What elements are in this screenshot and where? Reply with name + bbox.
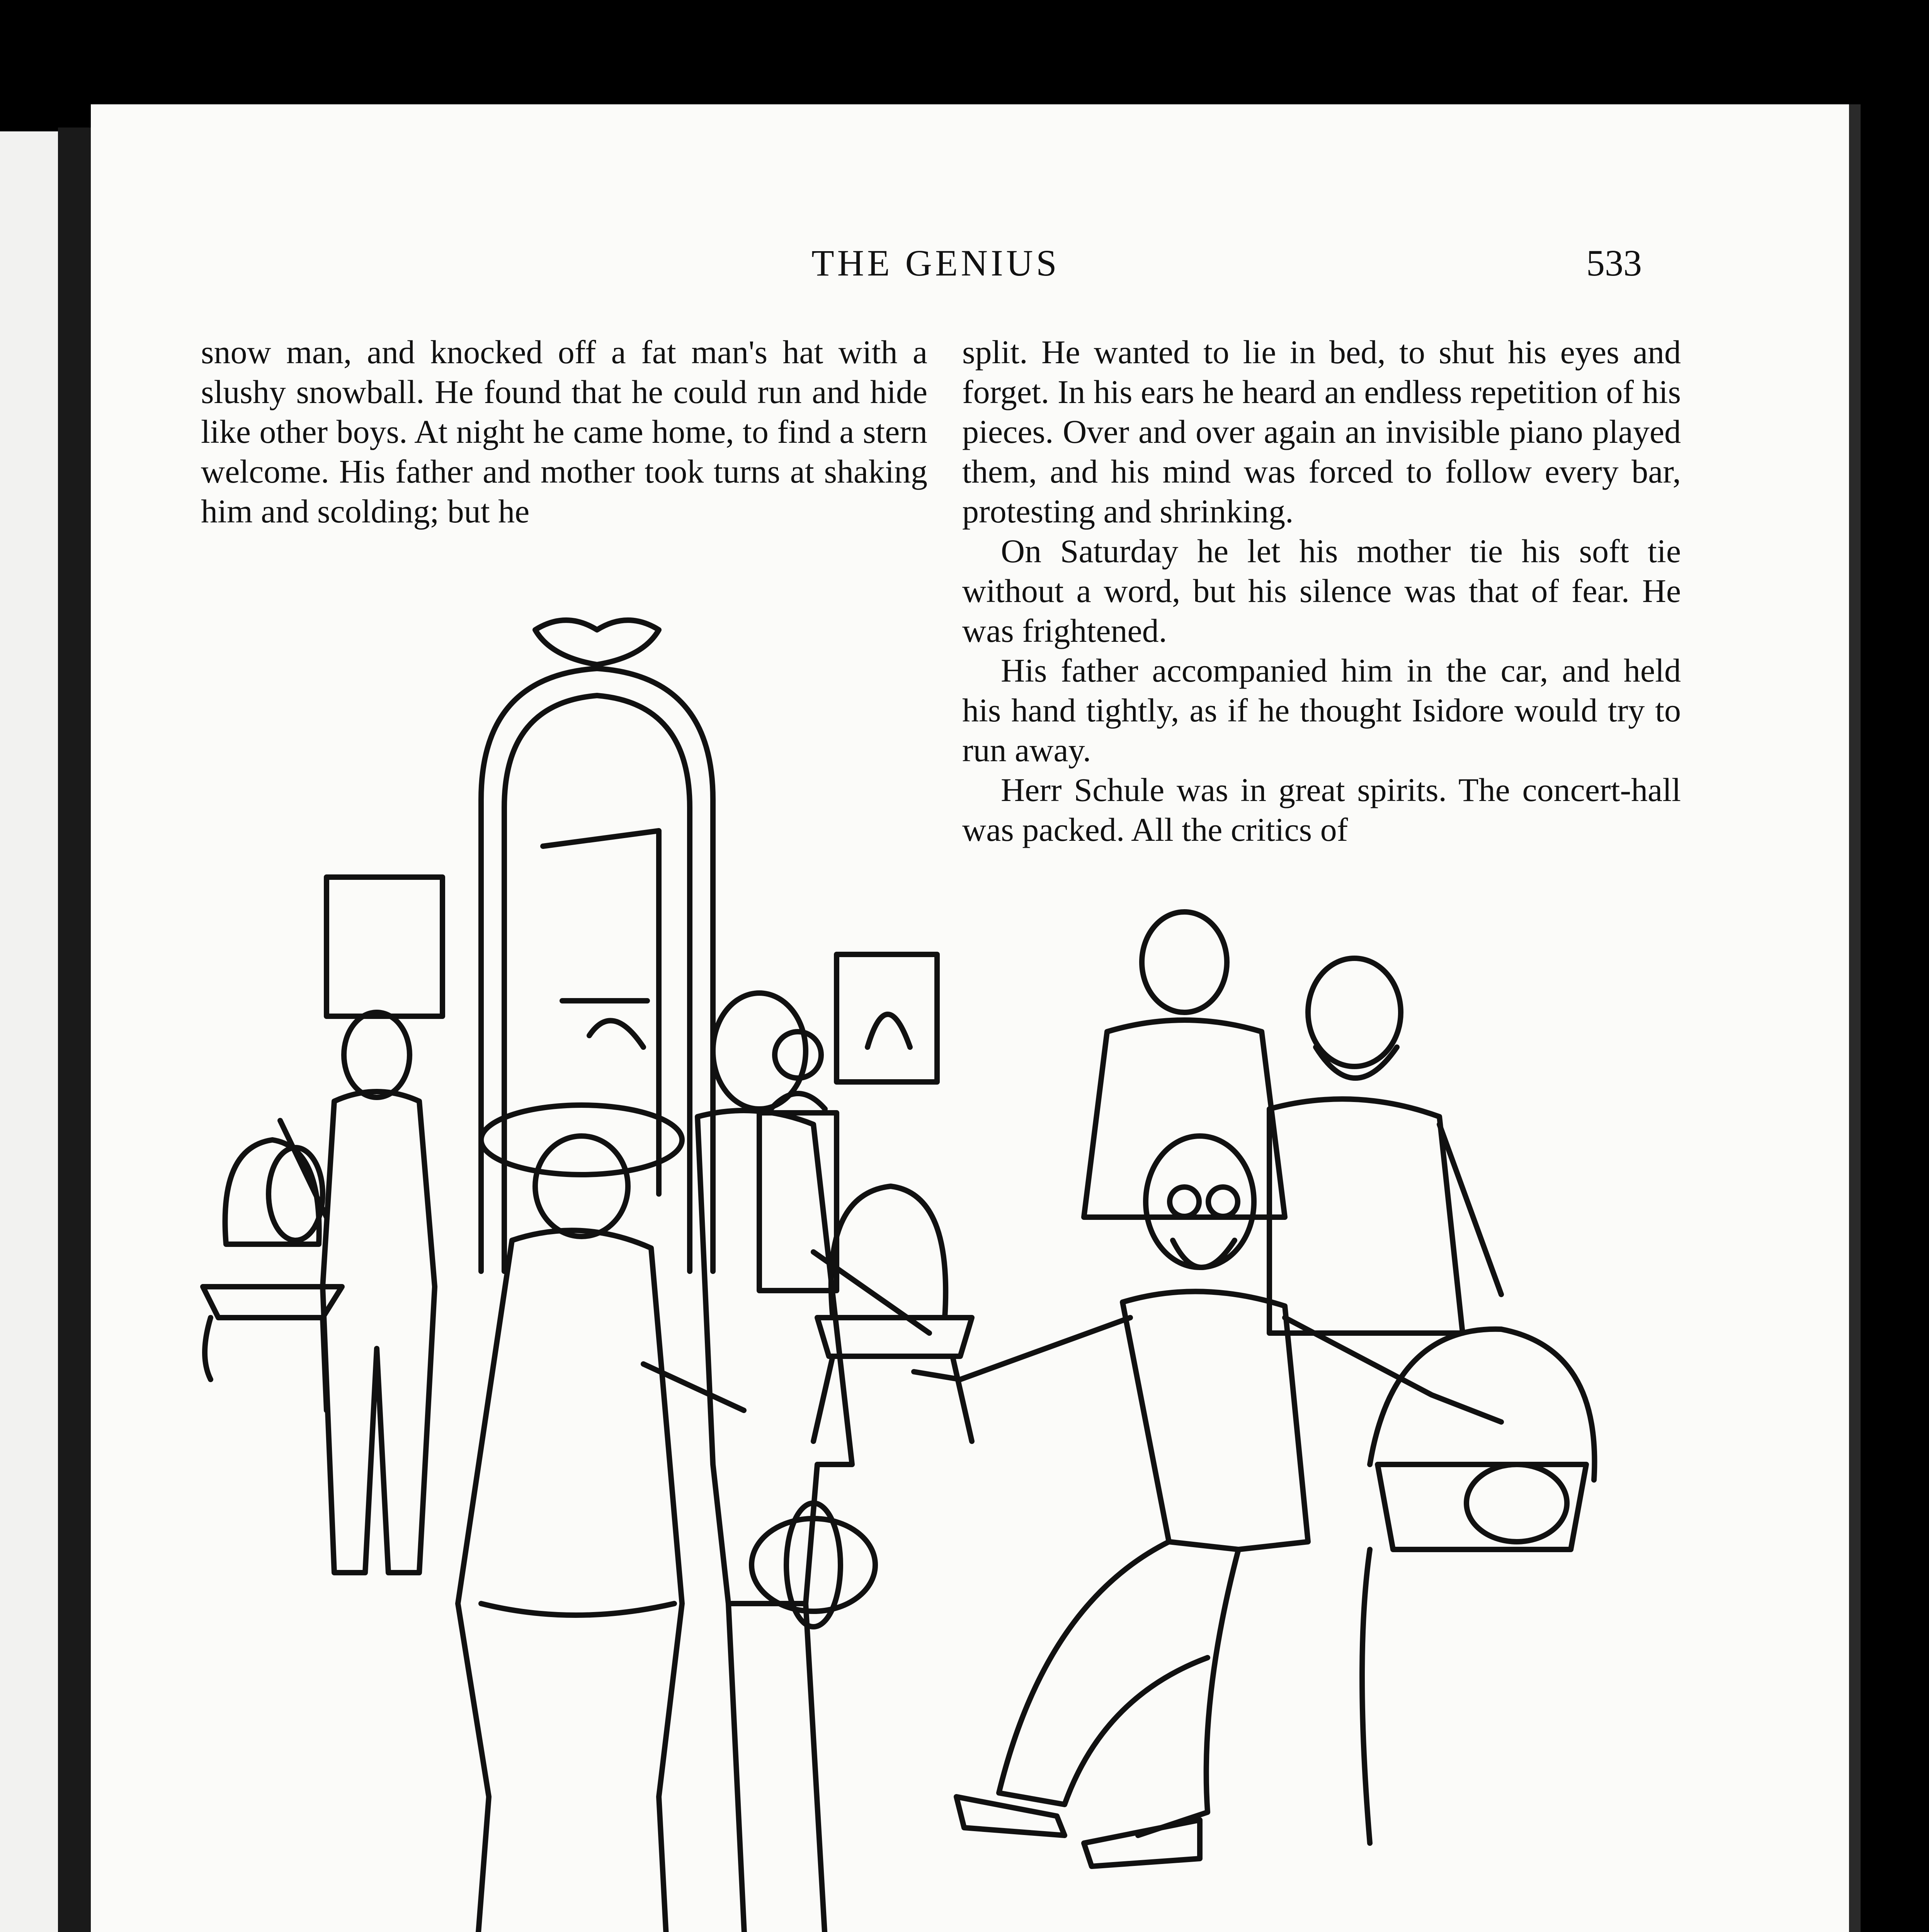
figure-seated-man bbox=[914, 1136, 1501, 1866]
paragraph: Herr Schule was in great spirits. The concert-hall was packed. All the critics of bbox=[962, 771, 1681, 848]
figure-woman-gown bbox=[1084, 912, 1285, 1217]
story-illustration bbox=[195, 614, 1687, 1932]
page-number: 533 bbox=[1586, 242, 1642, 284]
column-top-left bbox=[201, 332, 927, 531]
figure-bearded-old-man bbox=[1269, 958, 1501, 1333]
paragraph: snow man, and knocked off a fat man's hat with a slushy snowball. He found that he could run and hide like other boys. At night he came home, to find a stern welcome. His father and mother took turns at shaking him and scolding; but he bbox=[201, 333, 927, 530]
figure-man-moustache bbox=[697, 993, 929, 1932]
book-binding-right bbox=[1849, 104, 1861, 1932]
facing-page-edge bbox=[0, 131, 58, 1932]
figure-violinist bbox=[269, 1012, 435, 1573]
figure-boy bbox=[1362, 1329, 1594, 1843]
paragraph: On Saturday he let his mother tie his soft tie without a word, but his silence was that of fear. He was frightened. bbox=[962, 532, 1681, 649]
paragraph: split. He wanted to lie in bed, to shut his eyes and forget. In his ears he heard an endless repetition of his pieces. Over and over again an invisible piano played them, and his mind was forced to follow every bar, protesting and shrinking. bbox=[962, 333, 1681, 530]
running-title: THE GENIUS bbox=[811, 242, 1060, 284]
paragraph: His father accompanied him in the car, and held his hand tightly, as if he thought Isidore would try to run away. bbox=[962, 652, 1681, 769]
book-binding-left bbox=[58, 128, 93, 1932]
